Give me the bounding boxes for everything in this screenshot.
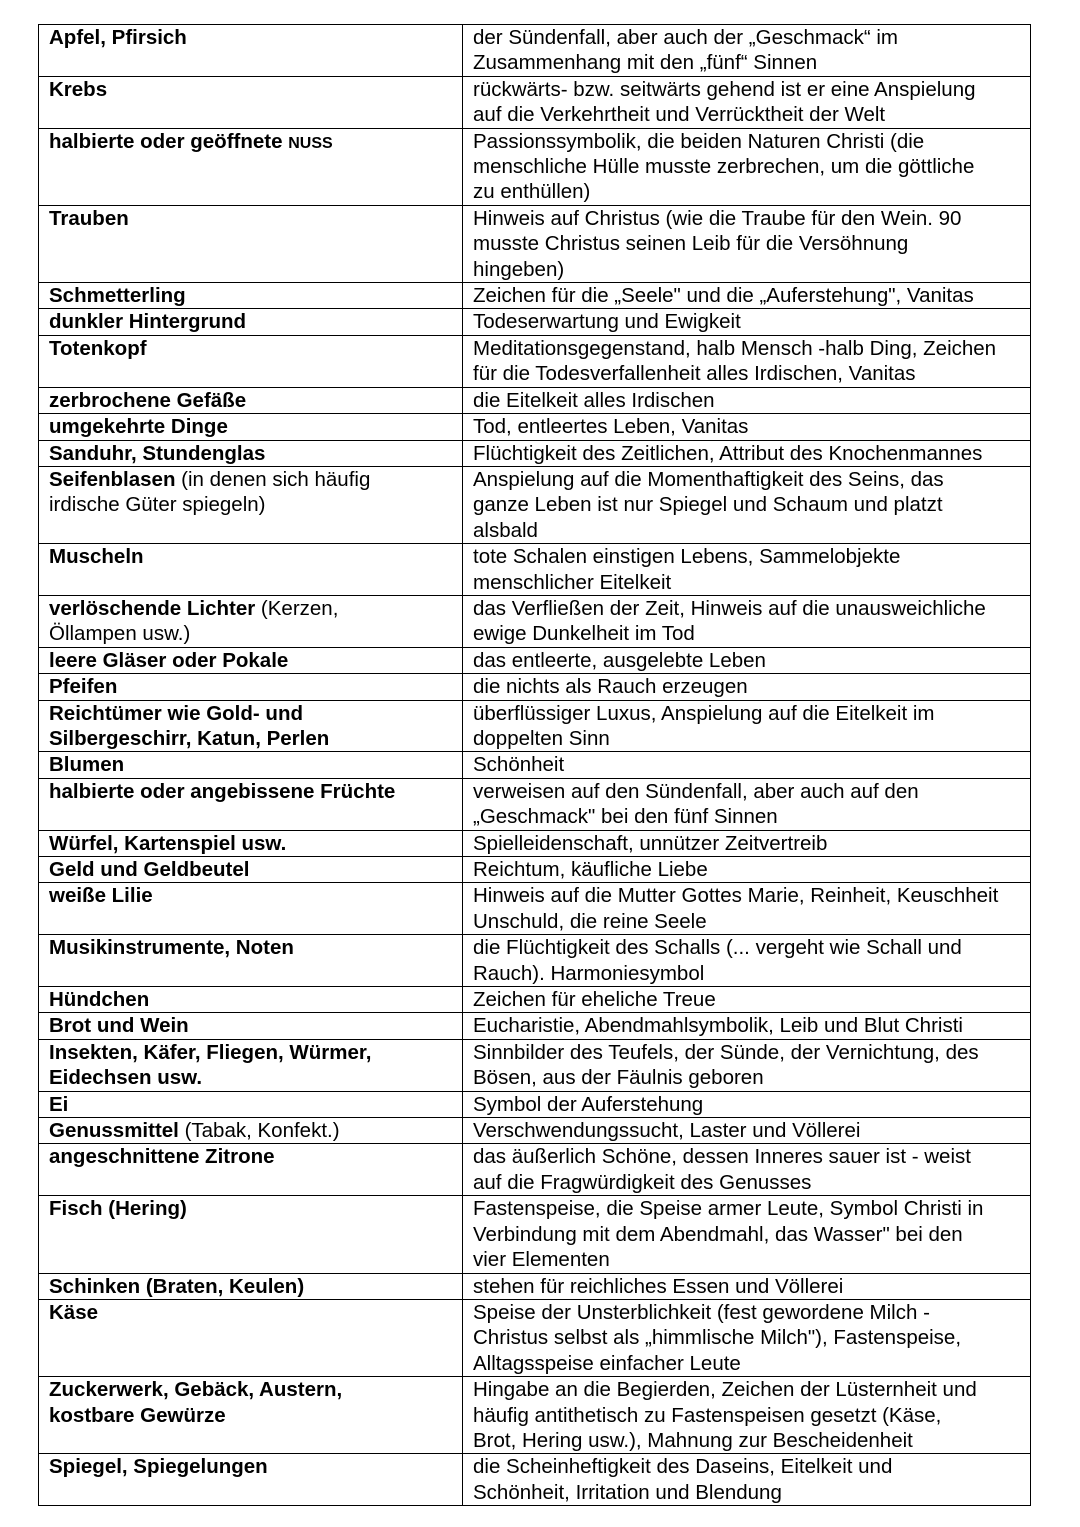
symbol-term-text: Reichtümer wie Gold- und (49, 701, 303, 725)
symbol-meaning-text: doppelten Sinn (473, 726, 610, 750)
table-row (39, 883, 1031, 935)
symbol-meaning-text: menschliche Hülle musste zerbrechen, um die göttliche (473, 155, 975, 179)
symbol-meaning-text: ganze Leben ist nur Spiegel und Schaum und platzt (473, 493, 943, 517)
symbol-meaning-text: zu enthüllen) (473, 180, 591, 204)
symbol-meaning-text: tote Schalen einstigen Lebens, Sammelobjekte (473, 545, 901, 569)
symbol-term-note: (in denen sich häufig (175, 467, 371, 491)
symbol-term-text: Apfel, Pfirsich (49, 26, 187, 49)
table-row (39, 1299, 1031, 1376)
symbol-term-cell (39, 647, 463, 673)
table-row (39, 387, 1031, 413)
table-row (39, 857, 1031, 883)
symbol-meaning-text: Schönheit (473, 753, 565, 777)
symbol-term-text: Brot und Wein (49, 1014, 189, 1038)
symbol-meaning-text: das äußerlich Schöne, dessen Inneres sauer ist - weist (473, 1145, 971, 1169)
symbol-term-text: Zuckerwerk, Gebäck, Austern, (49, 1378, 343, 1402)
symbol-term-text: Hündchen (49, 988, 150, 1012)
symbol-meaning-cell (463, 1377, 1031, 1454)
symbol-term-cell (39, 1144, 463, 1196)
symbol-term-cell (39, 987, 463, 1013)
table-row (39, 1144, 1031, 1196)
table-row (39, 1454, 1031, 1506)
symbol-meaning-text: die nichts als Rauch erzeugen (473, 675, 748, 699)
symbol-term-cell (39, 76, 463, 128)
symbol-term-cell (39, 1196, 463, 1273)
symbol-meaning-text: Hinweis auf Christus (wie die Traube für den Wein. 90 (473, 206, 962, 230)
table-row (39, 987, 1031, 1013)
symbol-meaning-text: Eucharistie, Abendmahlsymbolik, Leib und Blut Christi (473, 1014, 963, 1038)
symbol-meaning-text: die Eitelkeit alles Irdischen (473, 388, 715, 412)
symbol-meaning-text: Reichtum, käufliche Liebe (473, 858, 708, 881)
symbol-term-cell (39, 25, 463, 77)
symbol-meaning-cell (463, 700, 1031, 752)
symbol-table-body (39, 25, 1031, 1506)
symbol-meaning-text: auf die Fragwürdigkeit des Genusses (473, 1170, 812, 1194)
symbol-meaning-text: ewige Dunkelheit im Tod (473, 622, 695, 646)
symbol-term-cell (39, 128, 463, 205)
table-row (39, 830, 1031, 856)
symbol-term-text: weiße Lilie (49, 884, 153, 908)
symbol-term-text: Trauben (49, 206, 129, 230)
symbol-meaning-text: Flüchtigkeit des Zeitlichen, Attribut des Knochenmannes (473, 441, 983, 465)
symbol-term-cell (39, 335, 463, 387)
table-row (39, 205, 1031, 282)
symbol-meaning-cell (463, 1454, 1031, 1506)
table-row (39, 76, 1031, 128)
symbol-term-text: Schmetterling (49, 284, 186, 308)
symbol-term-text: Silbergeschirr, Katun, Perlen (49, 726, 330, 750)
symbol-meaning-cell (463, 883, 1031, 935)
symbol-meaning-cell (463, 1299, 1031, 1376)
symbol-term-cell (39, 830, 463, 856)
symbol-meaning-text: der Sündenfall, aber auch der „Geschmack“ im (473, 26, 899, 49)
symbol-meaning-text: die Flüchtigkeit des Schalls (... vergeht wie Schall und (473, 936, 962, 960)
symbol-meaning-cell (463, 76, 1031, 128)
symbol-term-cell (39, 935, 463, 987)
symbol-term-text: kostbare Gewürze (49, 1403, 226, 1427)
symbol-meaning-cell (463, 752, 1031, 778)
symbol-term-text: Insekten, Käfer, Fliegen, Würmer, (49, 1040, 372, 1064)
symbol-meaning-text: Verbindung mit dem Abendmahl, das Wasser" bei den (473, 1222, 963, 1246)
symbol-term-text: Würfel, Kartenspiel usw. (49, 831, 287, 855)
symbol-term-cell (39, 309, 463, 335)
symbol-term-cell (39, 1013, 463, 1039)
symbol-term-text: Ei (49, 1092, 69, 1116)
symbol-term-cell (39, 674, 463, 700)
symbol-term-cell (39, 414, 463, 440)
symbol-meaning-text: überflüssiger Luxus, Anspielung auf die Eitelkeit im (473, 701, 935, 725)
table-row (39, 1091, 1031, 1117)
table-row (39, 1118, 1031, 1144)
table-row (39, 1273, 1031, 1299)
symbol-meaning-text: Zeichen für eheliche Treue (473, 988, 716, 1012)
symbol-meaning-text: das Verfließen der Zeit, Hinweis auf die unausweichliche (473, 596, 986, 620)
table-row (39, 440, 1031, 466)
symbol-meaning-cell (463, 1118, 1031, 1144)
symbol-meaning-text: vier Elementen (473, 1248, 610, 1272)
symbol-term-note: irdische Güter spiegeln) (49, 493, 266, 517)
symbol-meaning-cell (463, 544, 1031, 596)
symbol-term-cell (39, 1454, 463, 1506)
symbol-term-text: Blumen (49, 753, 125, 777)
symbol-term-text: Eidechsen usw. (49, 1066, 203, 1090)
symbol-meaning-text: Speise der Unsterblichkeit (fest gewordene Milch - (473, 1300, 930, 1324)
symbol-meaning-cell (463, 935, 1031, 987)
symbol-term-text: halbierte oder angebissene Früchte (49, 779, 396, 803)
symbol-meaning-cell (463, 387, 1031, 413)
symbol-meaning-text: häufig antithetisch zu Fastenspeisen gesetzt (Käse, (473, 1403, 942, 1427)
table-row (39, 466, 1031, 543)
symbol-term-note: (Kerzen, (255, 596, 339, 620)
symbol-meaning-text: Hinweis auf die Mutter Gottes Marie, Reinheit, Keuschheit (473, 884, 999, 908)
symbol-term-cell (39, 595, 463, 647)
symbol-meaning-text: Alltagsspeise einfacher Leute (473, 1351, 741, 1375)
symbol-meaning-text: Symbol der Auferstehung (473, 1092, 704, 1116)
symbol-meaning-cell (463, 440, 1031, 466)
symbol-meaning-cell (463, 1144, 1031, 1196)
symbol-meaning-text: menschlicher Eitelkeit (473, 570, 672, 594)
symbol-meaning-text: Fastenspeise, die Speise armer Leute, Symbol Christi in (473, 1197, 984, 1221)
table-row (39, 128, 1031, 205)
symbol-meaning-text: verweisen auf den Sündenfall, aber auch auf den (473, 779, 919, 803)
symbol-term-cell (39, 387, 463, 413)
symbol-meaning-text: Hingabe an die Begierden, Zeichen der Lüsternheit und (473, 1378, 977, 1402)
symbol-term-cell (39, 440, 463, 466)
symbol-term-text: Spiegel, Spiegelungen (49, 1455, 268, 1479)
symbol-meaning-cell (463, 1013, 1031, 1039)
symbol-term-cell (39, 752, 463, 778)
symbol-meaning-text: Spielleidenschaft, unnützer Zeitvertreib (473, 831, 828, 855)
symbol-term-smallcaps: NUSS (288, 134, 333, 152)
symbol-meaning-text: auf die Verkehrtheit und Verrücktheit der Welt (473, 103, 886, 127)
symbol-meaning-text: musste Christus seinen Leib für die Versöhnung (473, 232, 909, 256)
symbol-meaning-text: Sinnbilder des Teufels, der Sünde, der Vernichtung, des (473, 1040, 979, 1064)
table-row (39, 595, 1031, 647)
symbol-term-text: Geld und Geldbeutel (49, 858, 250, 881)
symbol-term-text: Schinken (Braten, Keulen) (49, 1274, 305, 1298)
symbol-term-cell (39, 700, 463, 752)
table-row (39, 544, 1031, 596)
symbol-term-text: Muscheln (49, 545, 144, 569)
table-row (39, 1196, 1031, 1273)
symbol-meaning-text: alsbald (473, 518, 538, 542)
symbol-meaning-text: Zusammenhang mit den „fünf“ Sinnen (473, 51, 818, 75)
symbol-meaning-text: stehen für reichliches Essen und Völlerei (473, 1274, 844, 1298)
table-row (39, 25, 1031, 77)
symbol-meaning-cell (463, 778, 1031, 830)
table-row (39, 1013, 1031, 1039)
symbol-term-cell (39, 1273, 463, 1299)
symbol-term-text: verlöschende Lichter (49, 596, 256, 620)
table-row (39, 414, 1031, 440)
symbol-meaning-text: Unschuld, die reine Seele (473, 909, 707, 933)
symbol-meaning-cell (463, 128, 1031, 205)
table-row (39, 647, 1031, 673)
symbol-term-cell (39, 283, 463, 309)
symbol-meaning-text: Passionssymbolik, die beiden Naturen Christi (die (473, 129, 925, 153)
symbol-term-text: Totenkopf (49, 336, 147, 360)
table-row (39, 935, 1031, 987)
symbol-meaning-cell (463, 205, 1031, 282)
symbol-meaning-text: Schönheit, Irritation und Blendung (473, 1480, 782, 1504)
symbol-meaning-cell (463, 1273, 1031, 1299)
symbol-meaning-cell (463, 830, 1031, 856)
symbol-term-text: Genussmittel (49, 1119, 179, 1143)
symbol-meaning-text: Zeichen für die „Seele" und die „Auferstehung", Vanitas (473, 284, 974, 308)
symbol-term-cell (39, 1118, 463, 1144)
symbol-term-text: Käse (49, 1300, 99, 1324)
symbol-term-note: Öllampen usw.) (49, 622, 191, 646)
symbol-meaning-cell (463, 335, 1031, 387)
symbol-term-text: Seifenblasen (49, 467, 176, 491)
symbol-meaning-cell (463, 674, 1031, 700)
table-row (39, 778, 1031, 830)
symbol-term-cell (39, 1299, 463, 1376)
symbol-meaning-cell (463, 647, 1031, 673)
table-row (39, 1039, 1031, 1091)
table-row (39, 335, 1031, 387)
symbol-term-text: Sanduhr, Stundenglas (49, 441, 266, 465)
table-row (39, 700, 1031, 752)
symbol-term-text: halbierte oder geöffnete NUSS (49, 129, 333, 153)
symbol-meaning-cell (463, 466, 1031, 543)
symbol-term-cell (39, 205, 463, 282)
symbol-meaning-text: das entleerte, ausgelebte Leben (473, 648, 766, 672)
table-row (39, 309, 1031, 335)
symbol-meaning-text: Anspielung auf die Momenthaftigkeit des Seins, das (473, 467, 944, 491)
symbol-term-cell (39, 778, 463, 830)
symbol-term-cell (39, 1377, 463, 1454)
symbol-term-cell (39, 1039, 463, 1091)
table-row (39, 283, 1031, 309)
table-row (39, 674, 1031, 700)
symbol-meaning-text: Verschwendungssucht, Laster und Völlerei (473, 1119, 861, 1143)
symbol-term-text: umgekehrte Dinge (49, 415, 228, 439)
table-row (39, 752, 1031, 778)
symbol-meaning-text: die Scheinheftigkeit des Daseins, Eitelkeit und (473, 1455, 893, 1479)
symbol-meaning-text: Todeserwartung und Ewigkeit (473, 310, 741, 334)
table-row (39, 1377, 1031, 1454)
symbol-term-text: leere Gläser oder Pokale (49, 648, 289, 672)
symbol-meaning-cell (463, 1091, 1031, 1117)
symbol-meaning-cell (463, 857, 1031, 883)
symbol-meaning-text: hingeben) (473, 257, 565, 281)
symbol-meaning-cell (463, 987, 1031, 1013)
symbol-meaning-cell (463, 309, 1031, 335)
symbol-meaning-text: Bösen, aus der Fäulnis geboren (473, 1066, 764, 1090)
symbol-term-cell (39, 1091, 463, 1117)
symbol-term-text: Musikinstrumente, Noten (49, 936, 294, 960)
symbol-term-cell (39, 883, 463, 935)
symbol-meaning-text: Christus selbst als „himmlische Milch"), Fastenspeise, (473, 1326, 962, 1350)
symbol-term-note: (Tabak, Konfekt.) (178, 1119, 340, 1143)
symbol-term-text: dunkler Hintergrund (49, 310, 247, 334)
symbol-term-cell (39, 466, 463, 543)
symbol-term-text: Fisch (Hering) (49, 1197, 187, 1221)
symbol-meaning-cell (463, 283, 1031, 309)
symbol-meaning-text: Rauch). Harmoniesymbol (473, 961, 705, 985)
symbol-meaning-text: für die Todesverfallenheit alles Irdischen, Vanitas (473, 362, 916, 386)
symbol-term-text: angeschnittene Zitrone (49, 1145, 275, 1169)
symbol-meaning-text: Tod, entleertes Leben, Vanitas (473, 415, 749, 439)
symbol-meaning-cell (463, 1196, 1031, 1273)
symbol-table (38, 24, 1031, 1506)
symbol-term-text: Krebs (49, 77, 108, 101)
symbol-meaning-cell (463, 595, 1031, 647)
symbol-term-text: zerbrochene Gefäße (49, 388, 247, 412)
symbol-term-cell (39, 544, 463, 596)
symbol-meaning-text: Brot, Hering usw.), Mahnung zur Bescheidenheit (473, 1428, 913, 1452)
symbol-term-cell (39, 857, 463, 883)
symbol-meaning-text: Meditationsgegenstand, halb Mensch -halb Ding, Zeichen (473, 336, 997, 360)
symbol-meaning-cell (463, 1039, 1031, 1091)
symbol-meaning-text: rückwärts- bzw. seitwärts gehend ist er eine Anspielung (473, 77, 976, 101)
symbol-meaning-text: „Geschmack" bei den fünf Sinnen (473, 805, 778, 829)
symbol-term-text: Pfeifen (49, 675, 118, 699)
symbol-meaning-cell (463, 25, 1031, 77)
symbol-meaning-cell (463, 414, 1031, 440)
